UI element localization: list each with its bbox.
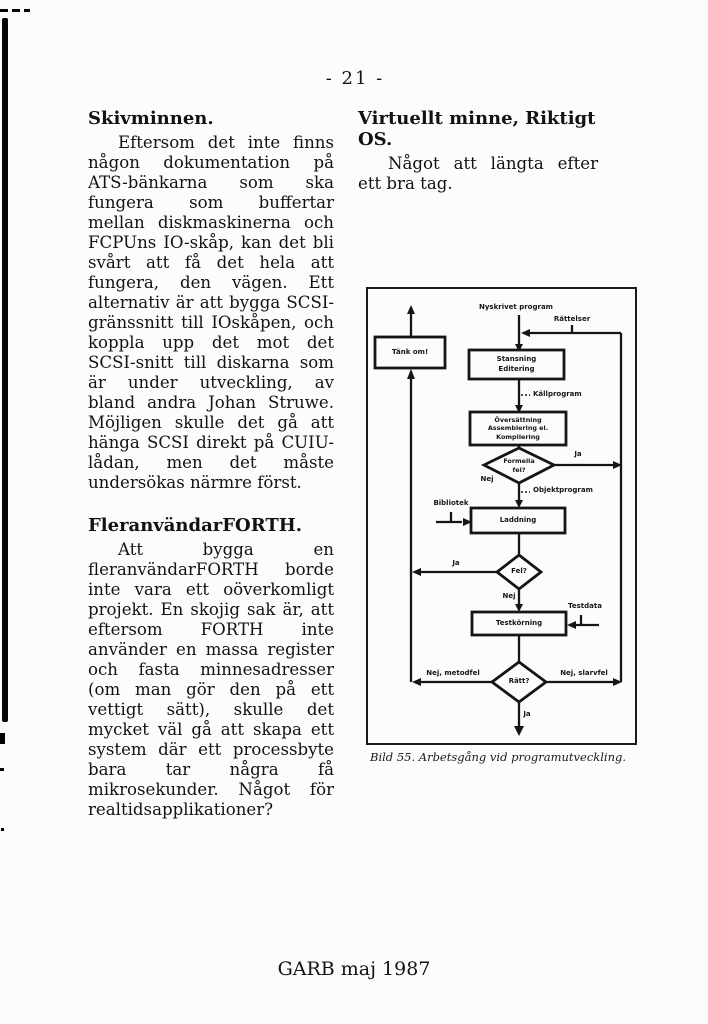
scan-dash-artifact [0,9,30,12]
scan-speck [1,828,4,831]
scan-speck [0,768,4,771]
flowchart-label-object-program: Objektprogram [533,486,593,494]
flowchart-label-no-careless-error: Nej, slarvfel [560,669,608,677]
flowchart-label-library: Bibliotek [433,499,469,507]
paragraph-fleranvandarforth: Att bygga en fleranvändarFORTH borde inte vara ett oöverkomligt projekt. En skojig sak är, att eftersom FORTH inte använder en massa register och fasta minnesadresser (om man gör den på ett vettigt sätt), skulle det mycket väl gå att skapa ett system där ett processbyte bara tar några få mikrosekunder. Något för realtidsapplikationer? [88,540,334,819]
flowchart-label-corrections: Rättelser [553,315,591,323]
heading-fleranvandarforth: FleranvändarFORTH. [88,515,303,536]
flowchart-node-load: Laddning [499,515,537,524]
flowchart-label-yes-1: Ja [574,450,582,458]
page-footer: GARB maj 1987 [277,958,431,980]
flowchart-figure [366,287,637,745]
flowchart-node-error: Fel? [511,567,527,576]
flowchart-label-source-program: Källprogram [533,390,582,398]
flowchart-node-think-again: Tänk om! [391,347,429,356]
left-column [88,108,334,820]
flowchart-label-no-2: Nej [502,592,516,600]
heading-virtuellt-minne: Virtuellt minne, Riktigt OS. [358,108,596,150]
flowchart-node-formal-errors: Formella fel? [503,457,535,474]
scan-edge-artifact [2,18,8,722]
flowchart-node-test-run: Testkörning [495,618,543,627]
flowchart-label-start: Nyskrivet program [479,303,553,311]
flowchart-label-test-data: Testdata [568,602,602,610]
figure-caption: Bild 55. Arbetsgång vid programutveckling. [370,750,627,764]
flowchart-node-translate: Översättning Assemblering el. Kompilering [487,416,549,441]
scan-speck [0,733,5,744]
flowchart-label-no-1: Nej [480,475,494,483]
flowchart-label-no-method-error: Nej, metodfel [426,669,480,677]
page-number: - 21 - [325,68,385,89]
right-column [358,108,598,194]
flowchart-label-yes-2: Ja [452,559,460,567]
flowchart-node-correct: Rätt? [508,677,530,686]
flowchart-label-yes-3: Ja [523,710,531,718]
flowchart-node-edit: Stansning Editering [496,355,537,373]
paragraph-skivminnen: Eftersom det inte finns någon dokumentation på ATS-bänkarna som ska fungera som buffertar mellan diskmaskinerna och FCPUns IO-skåp, kan det bli svårt att få det hela att fungera, den vägen. Ett alternativ är att bygga SCSI-gränssnitt till IOskåpen, och koppla upp det mot det SCSI-snitt till diskarna som är under utveckling, av bland andra Johan Struwe. Möjligen skulle det gå att hänga SCSI direkt på CUIU-lådan, men det måste undersökas närmre först. [88,133,334,492]
heading-skivminnen: Skivminnen. [88,108,214,129]
paragraph-virtuellt-minne: Något att längta efter ett bra tag. [358,154,598,193]
